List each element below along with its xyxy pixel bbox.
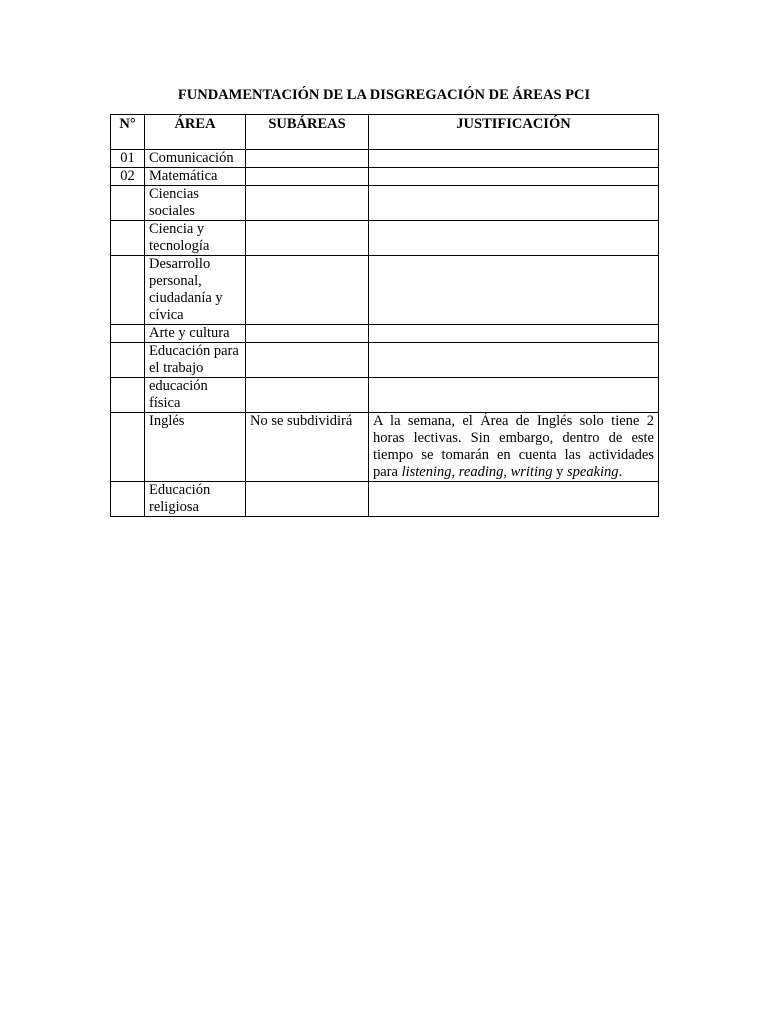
row-number (111, 413, 145, 482)
row-subareas (246, 168, 369, 186)
row-subareas (246, 186, 369, 221)
row-area: Inglés (145, 413, 246, 482)
justification-end: . (618, 464, 623, 480)
row-area: Educación religiosa (145, 482, 246, 517)
areas-table (110, 114, 659, 517)
activity-writing: writing (510, 464, 553, 480)
row-number (111, 343, 145, 378)
row-number (111, 325, 145, 343)
row-justification (369, 186, 659, 221)
separator: , (503, 464, 511, 480)
row-number (111, 256, 145, 325)
row-justification (369, 221, 659, 256)
row-number (111, 482, 145, 517)
table-row (111, 186, 659, 221)
header-justification: JUSTIFICACIÓN (369, 115, 659, 150)
row-justification (369, 343, 659, 378)
row-area: Arte y cultura (145, 325, 246, 343)
row-area: Desarrollo personal, ciudadanía y cívica (145, 256, 246, 325)
row-justification (369, 256, 659, 325)
separator: , (451, 464, 459, 480)
row-subareas (246, 150, 369, 168)
row-subareas (246, 482, 369, 517)
row-subareas (246, 221, 369, 256)
row-area: Ciencias sociales (145, 186, 246, 221)
header-number: N° (111, 115, 145, 150)
row-number (111, 378, 145, 413)
table-row (111, 378, 659, 413)
row-justification (369, 482, 659, 517)
header-area: ÁREA (145, 115, 246, 150)
row-number (111, 186, 145, 221)
activity-speaking: speaking (567, 464, 619, 480)
row-justification (369, 378, 659, 413)
row-justification (369, 413, 659, 482)
conjunction: y (552, 464, 568, 480)
row-number (111, 221, 145, 256)
table-row (111, 150, 659, 168)
row-justification (369, 150, 659, 168)
row-subareas: No se subdividirá (246, 413, 369, 482)
table-row (111, 482, 659, 517)
header-subareas: SUBÁREAS (246, 115, 369, 150)
row-area: Educación para el trabajo (145, 343, 246, 378)
table-row (111, 413, 659, 482)
row-subareas (246, 325, 369, 343)
row-subareas (246, 256, 369, 325)
page-title: FUNDAMENTACIÓN DE LA DISGREGACIÓN DE ÁREAS PCI (177, 87, 591, 103)
row-number: 01 (111, 150, 145, 168)
row-subareas (246, 378, 369, 413)
row-area: Comunicación (145, 150, 246, 168)
table-row (111, 325, 659, 343)
row-area: Matemática (145, 168, 246, 186)
activity-listening: listening (401, 464, 452, 480)
justification-intro: A la semana, el Área de Inglés solo tiene 2 horas lectivas. Sin embargo, dentro de este tiempo se tomarán en cuenta las actividades para (373, 413, 654, 480)
table-row (111, 168, 659, 186)
activity-reading: reading (458, 464, 504, 480)
row-justification (369, 168, 659, 186)
table-row (111, 221, 659, 256)
row-subareas (246, 343, 369, 378)
table-row (111, 256, 659, 325)
justification-text (373, 413, 654, 480)
row-justification (369, 325, 659, 343)
row-area: educación física (145, 378, 246, 413)
row-number: 02 (111, 168, 145, 186)
table-header-row (111, 115, 659, 150)
table-row (111, 343, 659, 378)
row-area: Ciencia y tecnología (145, 221, 246, 256)
